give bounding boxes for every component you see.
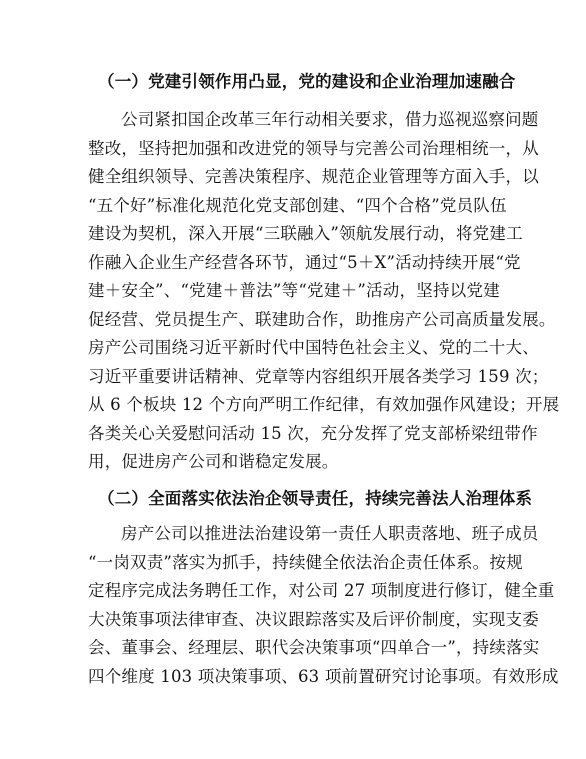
section-1-line-6: 作融入企业生产经营各环节，通过“5＋X”活动持续开展“党 bbox=[88, 253, 521, 272]
section-2-line-4: 大决策事项法律审查、决议跟踪落实及后评价制度，实现支委 bbox=[88, 610, 539, 629]
section-1-heading: （一）党建引领作用凸显，党的建设和企业治理加速融合 bbox=[98, 72, 516, 91]
section-1-line-5: 建设为契机，深入开展“三联融入”领航发展行动，将党建工 bbox=[88, 224, 523, 243]
section-1-line-13: 用，促进房产公司和谐稳定发展。 bbox=[88, 452, 339, 471]
section-1-line-8: 促经营、党员提生产、联建助合作，助推房产公司高质量发展。 bbox=[88, 310, 556, 329]
section-1-line-7: 建＋安全”、“党建＋普法”等“党建＋”活动，坚持以党建 bbox=[88, 281, 500, 300]
section-2-line-1: 房产公司以推进法治建设第一责任人职责落地、班子成员 bbox=[121, 524, 539, 543]
section-1-line-11: 从 6 个板块 12 个方向严明工作纪律，有效加强作风建设；开展 bbox=[88, 395, 560, 414]
section-2-line-3: 定程序完成法务聘任工作，对公司 27 项制度进行修订，健全重 bbox=[88, 581, 555, 600]
section-2-line-5: 会、董事会、经理层、职代会决策事项“四单合一”，持续落实 bbox=[88, 638, 540, 657]
section-1-line-2: 整改，坚持把加强和改进党的领导与完善公司治理相统一，从 bbox=[88, 139, 539, 158]
section-1-line-12: 各类关心关爱慰问活动 15 次，充分发挥了党支部桥梁纽带作 bbox=[88, 424, 538, 443]
section-2-heading: （二）全面落实依法治企领导责任，持续完善法人治理体系 bbox=[98, 489, 533, 508]
section-1-line-1: 公司紧扣国企改革三年行动相关要求，借力巡视巡察问题 bbox=[121, 110, 539, 129]
section-1-line-10: 习近平重要讲话精神、党章等内容组织开展各类学习 159 次； bbox=[88, 367, 549, 386]
section-1-line-4: “五个好”标准化规范化党支部创建、“四个合格”党员队伍 bbox=[88, 196, 507, 215]
section-1-line-9: 房产公司围绕习近平新时代中国特色社会主义、党的二十大、 bbox=[88, 338, 539, 357]
section-1-line-3: 健全组织领导、完善决策程序、规范企业管理等方面入手，以 bbox=[88, 167, 539, 186]
section-2-line-2: “一岗双责”落实为抓手，持续健全依法治企责任体系。按规 bbox=[88, 553, 523, 572]
section-2-line-6: 四个维度 103 项决策事项、63 项前置研究讨论事项。有效形成 bbox=[88, 667, 559, 686]
